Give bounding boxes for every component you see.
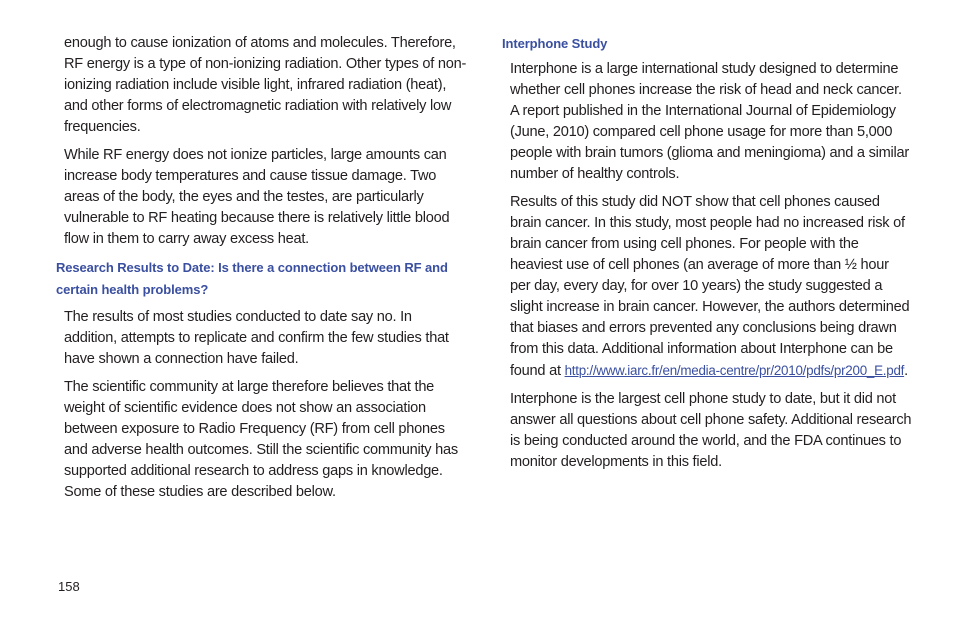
iarc-link[interactable]: http://www.iarc.fr/en/media-centre/pr/2010/pdfs/pr200_E.pdf: [564, 363, 905, 378]
section-heading-research-results: Research Results to Date: Is there a connection between RF and certain health problems?: [56, 260, 448, 297]
interphone-results-text: Results of this study did NOT show that cell phones caused brain cancer. In this study, most people had no increased risk of brain cancer from using cell phones. For people with the heaviest use of cell phones (an average of more than ½ hour per day, every day, for over 10 years) the study suggested a slight increase in brain cancer. However, the authors determined that biases and errors prevented any conclusions being drawn from this data. Additional information about Interphone can be found at: [510, 194, 910, 379]
right-column: [502, 33, 912, 480]
paragraph-rf-heating: While RF energy does not ionize particles, large amounts can increase body temperatures and cause tissue damage. Two areas of the body, the eyes and the testes, are particularly vulnerable to RF heating because there is relatively little blood flow in them to carry away excess heat.: [64, 147, 450, 247]
page-number: 158: [58, 579, 80, 594]
paragraph-interphone-results: [510, 192, 912, 382]
paragraph-interphone-conclusion: Interphone is the largest cell phone study to date, but it did not answer all questions about cell phone safety. Additional research is being conducted around the world, and the FDA continues to monitor developments in this field.: [510, 391, 912, 470]
link-suffix: .: [904, 363, 908, 379]
paragraph-interphone-intro: Interphone is a large international study designed to determine whether cell phones increase the risk of head and neck cancer. A report published in the International Journal of Epidemiology (June, 2010) compared cell phone usage for more than 5,000 people with brain tumors (glioma and meningioma) and a similar number of healthy controls.: [510, 61, 909, 182]
left-column: [56, 33, 468, 510]
paragraph-scientific-community: The scientific community at large therefore believes that the weight of scientific evidence does not show an association between exposure to Radio Frequency (RF) from cell phones and adverse health outcomes. Still the scientific community has supported additional research to address gaps in knowledge. Some of these studies are described below.: [64, 379, 458, 500]
paragraph-ionization: enough to cause ionization of atoms and molecules. Therefore, RF energy is a type of non-ionizing radiation. Other types of non-ionizing radiation include visible light, infrared radiation (heat), and other forms of electromagnetic radiation with relatively low frequencies.: [64, 35, 467, 135]
paragraph-results: The results of most studies conducted to date say no. In addition, attempts to replicate and confirm the few studies that have shown a connection have failed.: [64, 309, 449, 367]
section-heading-interphone-study: Interphone Study: [502, 36, 608, 51]
